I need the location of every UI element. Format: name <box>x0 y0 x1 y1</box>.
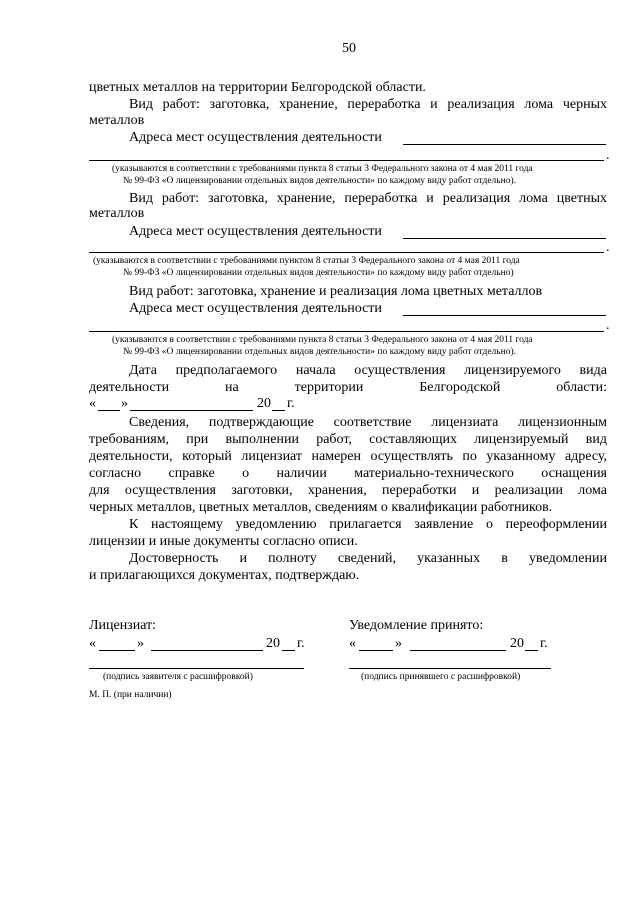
attachment-paragraph-line1: К настоящему уведомлению прилагается заявление о переоформлении <box>129 517 607 532</box>
date-day-field[interactable] <box>98 410 120 411</box>
info-paragraph-line2: требованиям, при выполнении работ, составляющих лицензируемый вид <box>89 432 607 447</box>
address-field-2[interactable] <box>403 238 606 239</box>
receiver-quote-open: « <box>349 636 356 651</box>
work-type-2-line1: Вид работ: заготовка, хранение, переработка и реализация лома цветных <box>129 191 607 206</box>
note-1-line1: (указываются в соответствии с требованиями пункта 8 статьи 3 Федерального закона от 4 мая 2011 года <box>112 164 533 174</box>
licensee-year-field[interactable] <box>282 650 295 651</box>
receiver-signature-caption: (подпись принявшего с расшифровкой) <box>361 672 521 682</box>
address-field-1-line2[interactable] <box>89 160 604 161</box>
info-paragraph-line6: черных металлов, цветных металлов, сведениям о квалификации работников. <box>89 500 553 515</box>
receiver-month-field[interactable] <box>410 650 506 651</box>
receiver-signature-field[interactable] <box>349 668 551 669</box>
date-quote-open: « <box>89 396 96 411</box>
receiver-quote-close: » <box>395 636 402 651</box>
date-year-prefix: 20 <box>257 396 271 411</box>
receiver-year-suffix: г. <box>540 636 548 651</box>
date-paragraph-line1: Дата предполагаемого начала осуществления лицензируемого вида <box>129 363 607 378</box>
end-dot-3: . <box>606 318 610 333</box>
address-field-2-line2[interactable] <box>89 252 604 253</box>
licensee-month-field[interactable] <box>151 650 263 651</box>
page-number: 50 <box>342 41 356 56</box>
date-quote-close: » <box>121 396 128 411</box>
address-label-3: Адреса мест осуществления деятельности <box>129 301 382 316</box>
date-year-suffix: г. <box>287 396 295 411</box>
work-type-3-line1: Вид работ: заготовка, хранение и реализация лома цветных металлов <box>129 284 543 299</box>
work-type-2-line2: металлов <box>89 206 145 221</box>
seal-note: М. П. (при наличии) <box>89 690 172 700</box>
note-3-line1: (указываются в соответствии с требованиями пункта 8 статьи 3 Федерального закона от 4 мая 2011 года <box>112 335 533 345</box>
licensee-signature-field[interactable] <box>89 668 304 669</box>
note-2-line1: (указываются в соответствии с требованиями пунктом 8 статьи 3 Федерального закона от 4 мая 2011 года <box>93 256 520 266</box>
attachment-paragraph-line2: лицензии и иные документы согласно описи. <box>89 534 358 549</box>
licensee-day-field[interactable] <box>99 650 135 651</box>
info-paragraph-line4: согласно справке о наличии материально-технического оснащения <box>89 466 607 481</box>
receiver-year-field[interactable] <box>525 650 538 651</box>
work-type-1-line2: металлов <box>89 113 145 128</box>
address-label-1: Адреса мест осуществления деятельности <box>129 130 382 145</box>
date-month-field[interactable] <box>130 410 253 411</box>
info-paragraph-line5: для осуществления заготовки, хранения, переработки и реализации лома <box>89 483 607 498</box>
licensee-title: Лицензиат: <box>89 618 157 633</box>
end-dot-2: . <box>606 240 610 255</box>
licensee-quote-open: « <box>89 636 96 651</box>
date-year-field[interactable] <box>272 410 285 411</box>
work-type-1-line1: Вид работ: заготовка, хранение, переработка и реализация лома черных <box>129 97 607 112</box>
licensee-year-suffix: г. <box>297 636 305 651</box>
note-1-line2: № 99-ФЗ «О лицензировании отдельных видов деятельности» по каждому виду работ отдельно). <box>123 176 516 186</box>
address-field-3-line2[interactable] <box>89 331 604 332</box>
date-paragraph-line2: деятельности на территории Белгородской области: <box>89 380 607 395</box>
licensee-signature-caption: (подпись заявителя с расшифровкой) <box>103 672 253 682</box>
info-paragraph-line1: Сведения, подтверждающие соответствие лицензиата лицензионным <box>129 415 607 430</box>
receiver-year-prefix: 20 <box>510 636 524 651</box>
note-3-line2: № 99-ФЗ «О лицензировании отдельных видов деятельности» по каждому виду работ отдельно). <box>123 347 516 357</box>
receiver-title: Уведомление принято: <box>349 618 484 633</box>
note-2-line2: № 99-ФЗ «О лицензировании отдельных видов деятельности» по каждому виду работ отдельно) <box>123 268 514 278</box>
reliability-paragraph-line2: и прилагающихся документах, подтверждаю. <box>89 568 360 583</box>
receiver-day-field[interactable] <box>359 650 393 651</box>
intro-line: цветных металлов на территории Белгородской области. <box>89 80 426 95</box>
licensee-year-prefix: 20 <box>266 636 280 651</box>
address-field-3[interactable] <box>403 315 606 316</box>
address-label-2: Адреса мест осуществления деятельности <box>129 224 382 239</box>
info-paragraph-line3: деятельности, который лицензиат намерен осуществлять по указанному адресу, <box>89 449 607 464</box>
end-dot-1: . <box>606 148 610 163</box>
address-field-1[interactable] <box>403 144 606 145</box>
licensee-quote-close: » <box>137 636 144 651</box>
reliability-paragraph-line1: Достоверность и полноту сведений, указанных в уведомлении <box>129 551 607 566</box>
